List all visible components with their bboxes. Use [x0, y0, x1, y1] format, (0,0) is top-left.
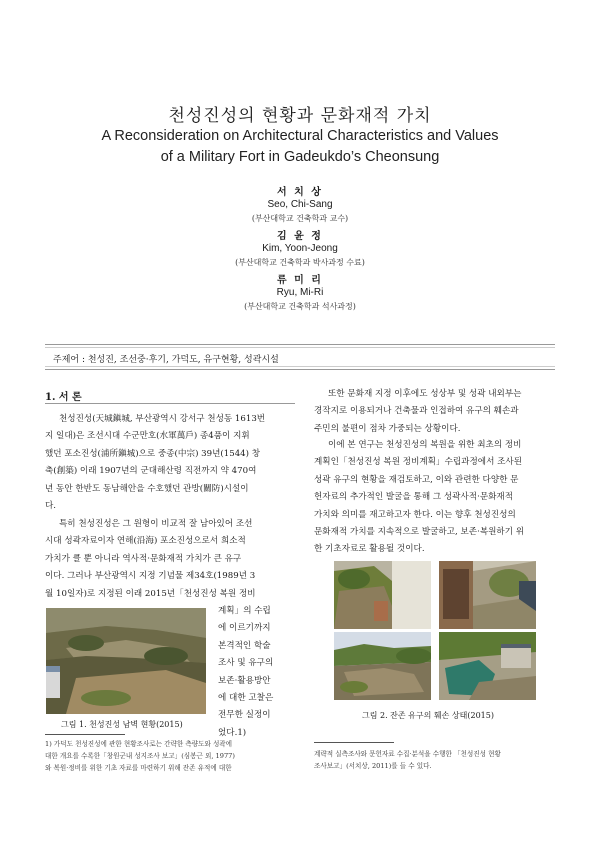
- text-line: 축(創築) 이래 1907년의 군대해산령 직전까지 약 470여: [45, 466, 257, 477]
- author-2-affiliation: (부산대학교 건축학과 박사과정 수료): [235, 258, 365, 267]
- text-line: 에 대한 고찰은: [218, 693, 274, 704]
- text-line: 헌자료의 추가적인 발굴을 통해 그 성곽사적·문화재적: [314, 492, 514, 503]
- text-line: 이에 본 연구는 천성진성의 복원을 위한 최초의 정비: [328, 440, 522, 450]
- footnote-line: 와 복원·정비를 위한 기초 자료를 마련하기 위해 잔존 유적에 대한: [45, 764, 232, 772]
- author-1-name-kr: 서 치 상: [277, 187, 323, 198]
- text-line: 조사 및 유구의: [218, 658, 274, 669]
- text-line: 이다. 그러나 부산광역시 지정 기념물 제34호(1989년 3: [45, 571, 256, 582]
- footnote-line: 1) 가덕도 천성진성에 관한 현황조사로는 간략한 측량도와 성곽에: [45, 740, 233, 748]
- footnote-line: 조사보고」(서치상, 2011)를 들 수 있다.: [314, 762, 432, 770]
- author-1-name-en: Seo, Chi-Sang: [267, 199, 333, 210]
- author-2-name-kr: 김 윤 정: [277, 231, 323, 242]
- keywords-box: [45, 344, 555, 370]
- text-line: 다.: [45, 501, 57, 512]
- text-line: 성곽 유구의 현황을 재검토하고, 이와 관련한 다양한 문: [314, 474, 519, 485]
- footnote-right: [314, 748, 556, 772]
- text-line: 보존·활용방안: [218, 675, 271, 686]
- text-line: 문화재적 가치를 지속적으로 발굴하고, 보존·복원하기 위: [314, 527, 525, 538]
- text-line: 전무한 실정이: [218, 710, 271, 721]
- text-line: 지 일대)은 조선시대 수군만호(水軍萬戶) 종4품이 지휘: [45, 431, 250, 442]
- author-2-name-en: Kim, Yoon-Jeong: [262, 243, 338, 254]
- text-line: 시대 성곽자료이자 연해(沿海) 포소진성으로서 희소적: [45, 536, 246, 547]
- keywords: 주제어 : 천성진, 조선중·후기, 가덕도, 유구현황, 성곽시설: [53, 355, 279, 365]
- author-3-name-en: Ryu, Mi-Ri: [276, 287, 324, 298]
- left-paragraph-2: [45, 516, 296, 603]
- right-paragraph-2: [314, 437, 556, 559]
- text-line: 천성진성(天城鎭城, 부산광역시 강서구 천성동 1613번: [59, 414, 266, 424]
- footnote-left: [45, 738, 297, 774]
- text-line: 월 10일자)로 지정된 이래 2015년「천성진성 복원 정비: [45, 588, 256, 599]
- text-line: 했던 포소진성(浦所鎭城)으로 중종(中宗) 39년(1544) 창: [45, 448, 261, 459]
- footnote-line: 계략적 실측조사와 문헌자료 수집·분석을 수행한 「천성진성 현황: [314, 750, 501, 758]
- text-line: 가치가 클 뿐 아니라 역사적·문화재적 가치가 큰 유구: [45, 553, 242, 564]
- footnote-rule-right: [314, 742, 394, 743]
- figure-1-caption: 그림 1. 천성진성 남벽 현황(2015): [61, 720, 183, 729]
- figure-2-photo-a: [334, 561, 431, 629]
- title-english-line1: A Reconsideration on Architectural Characteristics and Values: [101, 128, 499, 144]
- figure-2-photo-d: [439, 632, 536, 700]
- section-heading: 1. 서 론: [45, 392, 82, 403]
- text-line: 계획인「천성진성 복원 정비계획」수립과정에서 조사된: [314, 457, 523, 468]
- right-paragraph-1: [314, 386, 556, 438]
- section-rule: [45, 403, 295, 404]
- text-line: 경작지로 이용되거나 건축물과 인접하여 유구의 훼손과: [314, 406, 519, 417]
- text-line: 주민의 불편이 점차 가중되는 상황이다.: [314, 423, 461, 434]
- footnote-line: 대한 개요를 수록한「창원군내 성지조사 보고」(심봉근 외, 1977): [45, 752, 235, 760]
- author-1-affiliation: (부산대학교 건축학과 교수): [251, 214, 349, 223]
- text-line: 계획」의 수립: [218, 606, 271, 616]
- author-3-name-kr: 류 미 리: [277, 275, 323, 286]
- text-line: 본격적인 학술: [218, 640, 271, 651]
- figure-2-photo-c: [334, 632, 431, 700]
- text-line: 특히 천성진성은 그 원형이 비교적 잘 남아있어 조선: [59, 519, 253, 529]
- text-line: 년 동안 한반도 동남해안을 수호했던 관방(關防)시설이: [45, 483, 249, 494]
- left-paragraph-2-wrap: [218, 603, 298, 742]
- author-3-affiliation: (부산대학교 건축학과 석사과정): [244, 302, 356, 311]
- text-line: 한 기초자료로 활용될 것이다.: [314, 544, 425, 555]
- figure-2-caption: 그림 2. 잔존 유구의 훼손 상태(2015): [362, 711, 494, 720]
- text-line: 또한 문화재 지정 이후에도 성상부 및 성곽 내외부는: [328, 389, 522, 399]
- text-line: 가치와 의미를 재고하고자 한다. 이는 향후 천성진성의: [314, 509, 516, 520]
- text-line: 었다.1): [218, 727, 247, 738]
- text-line: 에 이르기까지: [218, 623, 271, 634]
- footnote-rule-left: [45, 734, 125, 735]
- title-english-line2: of a Military Fort in Gadeukdo’s Cheonsung: [160, 149, 440, 165]
- title-korean: 천성진성의 현황과 문화재적 가치: [168, 106, 432, 126]
- figure-2-photo-b: [439, 561, 536, 629]
- figure-1-photo: [46, 608, 206, 714]
- left-paragraph-1: [45, 411, 296, 515]
